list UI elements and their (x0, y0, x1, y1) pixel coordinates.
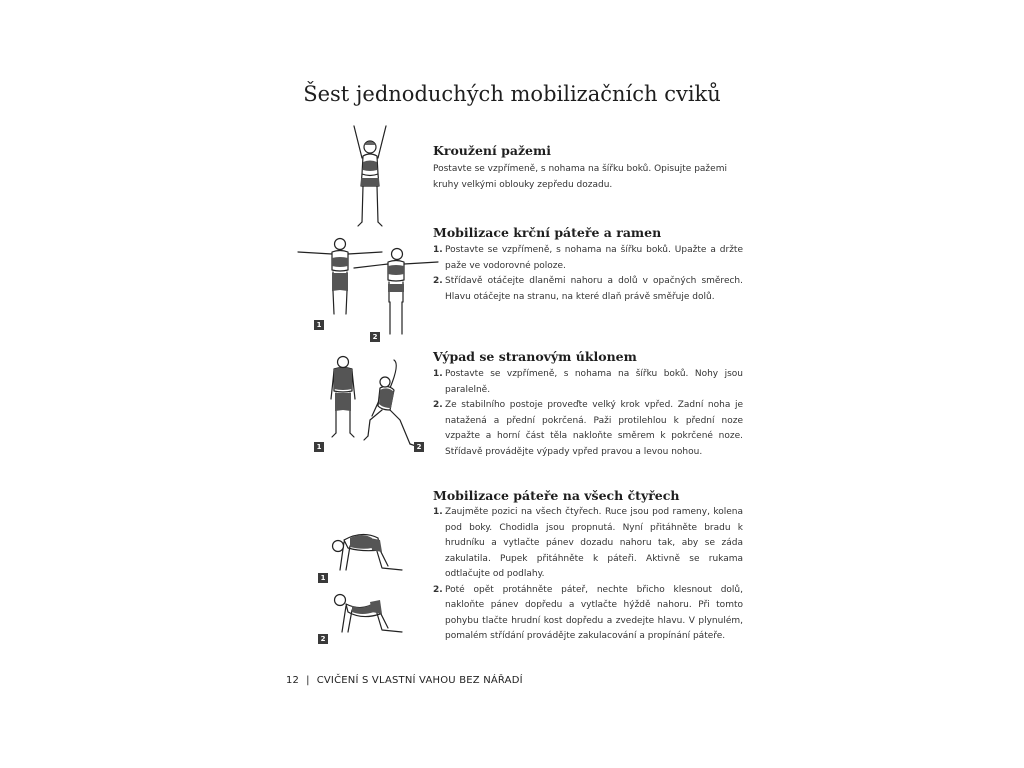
arm-circles-figure (340, 122, 400, 230)
figure-badge-1: 1 (314, 320, 324, 330)
step-text: Postavte se vzpřímeně, s nohama na šířku boků. Upažte a držte paže ve vodorovné poloze. (445, 245, 743, 271)
figure-badge-1: 1 (318, 573, 328, 583)
exercise-text-arm-circles: Postavte se vzpřímeně, s nohama na šířku boků. Opisujte pažemi kruhy velkými oblouky zepředu dozadu. (433, 164, 727, 190)
lunge-figure-1 (326, 355, 360, 441)
neck-shoulders-figure-2 (352, 246, 440, 338)
exercise-heading-neck-shoulders: Mobilizace krční páteře a ramen (433, 225, 662, 240)
list-item (433, 583, 743, 645)
exercise-steps-lunge (433, 367, 743, 460)
lunge-figure-2 (360, 358, 416, 450)
step-number: 1. (433, 507, 443, 517)
figure-badge-2: 2 (318, 634, 328, 644)
step-text: Střídavě otáčejte dlaněmi nahoru a dolů v opačných směrech. Hlavu otáčejte na stranu, na které dlaň právě směřuje dolů. (445, 276, 743, 302)
list-item (433, 398, 743, 460)
figure-badge-1: 1 (314, 442, 324, 452)
exercise-steps-all-fours (433, 505, 743, 645)
step-text: Poté opět protáhněte páteř, nechte břicho klesnout dolů, nakloňte pánev dopředu a vytlačte hýždě nahoru. Při tomto pohybu tlačte hrudní kost dopředu a zvedejte hlavu. V plynulém, pomalém střídání provádějte zakulacování a propínání páteře. (445, 584, 743, 641)
page-number: 12 (286, 675, 300, 686)
footer-separator: | (306, 675, 310, 686)
step-text: Ze stabilního postoje proveďte velký krok vpřed. Zadní noha je natažená a přední pokrčená. Paži protilehlou k přední noze vzpažte a horní část těla nakloňte směrem k pokrčené noze. Střídavě provádějte výpady vpřed pravou a levou nohou. (445, 400, 743, 457)
step-number: 1. (433, 245, 443, 255)
page-footer (286, 675, 523, 686)
step-number: 1. (433, 369, 443, 379)
list-item (433, 505, 743, 583)
figure-badge-2: 2 (414, 442, 424, 452)
step-text: Postavte se vzpřímeně, s nohama na šířku boků. Nohy jsou paralelně. (445, 369, 743, 395)
page-title: Šest jednoduchých mobilizačních cviků (303, 82, 721, 106)
step-text: Zaujměte pozici na všech čtyřech. Ruce jsou pod rameny, kolena pod boky. Chodidla jsou propnutá. Nyní přitáhněte bradu k hrudníku a vytlačte pánev dozadu nahoru tak, aby se záda zakulatila. Pupek přitáhněte k páteři. Aktivně se rukama odtlačujte od podlahy. (445, 507, 743, 579)
exercise-steps-neck-shoulders (433, 243, 743, 305)
cat-pose-figure (326, 528, 408, 576)
running-title: CVIČENÍ S VLASTNÍ VAHOU BEZ NÁŘADÍ (316, 675, 523, 686)
list-item (433, 243, 743, 274)
exercise-heading-lunge: Výpad se stranovým úklonem (433, 349, 637, 364)
exercise-heading-all-fours: Mobilizace páteře na všech čtyřech (433, 488, 680, 503)
list-item (433, 274, 743, 305)
list-item (433, 367, 743, 398)
exercise-heading-arm-circles: Kroužení pažemi (433, 143, 551, 158)
step-number: 2. (433, 276, 443, 286)
step-number: 2. (433, 584, 443, 595)
cow-pose-figure (326, 590, 408, 638)
figure-badge-2: 2 (370, 332, 380, 342)
step-number: 2. (433, 400, 443, 410)
